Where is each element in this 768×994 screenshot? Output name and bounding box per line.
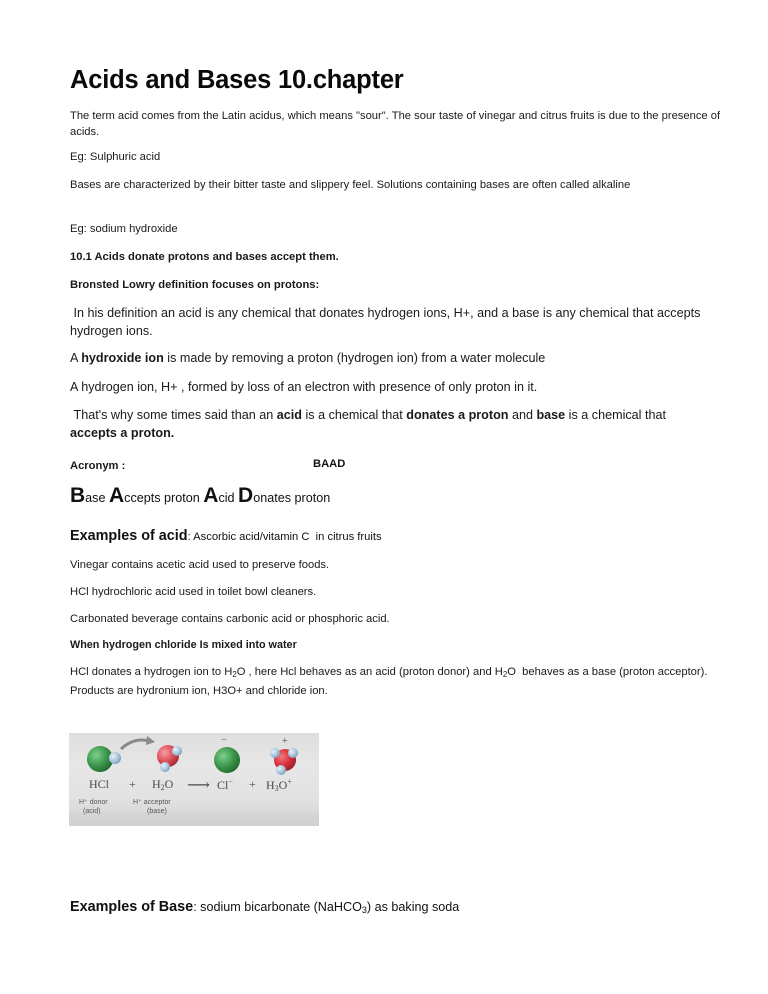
plus-sign: + (249, 777, 256, 791)
acronym-value: BAAD (313, 458, 346, 470)
hcl-formula: HCl (89, 777, 110, 791)
subscript: 3 (361, 905, 367, 915)
acronym-expansion (70, 484, 330, 508)
bases-intro-paragraph: Bases are characterized by their bitter taste and slippery feel. Solutions containing bases are often called alkaline (70, 179, 631, 191)
acronym-word: ase (85, 491, 109, 505)
superscript: − (228, 777, 233, 786)
transfer-arrow-icon (121, 740, 149, 749)
acronym-letter: A (108, 484, 125, 507)
acronym-word: cid (218, 491, 239, 505)
examples-acid-text: : Ascorbic acid/vitamin C in citrus fruits (187, 531, 382, 543)
acid-example-item: HCl hydrochloric acid used in toilet bowl cleaners. (70, 586, 317, 598)
section-10-1-heading: 10.1 Acids donate protons and bases accept them. (70, 251, 339, 263)
page-title: Acids and Bases 10.chapter (70, 66, 404, 94)
text-run: H (152, 777, 161, 791)
h2o-formula (152, 777, 173, 792)
hcl-water-reaction-figure (69, 733, 319, 826)
acronym-word: onates proton (253, 491, 331, 505)
example-base-line: Eg: sodium hydroxide (70, 223, 178, 235)
bronsted-paragraph: In his definition an acid is any chemical that donates hydrogen ions, H+, and a base is any chemical that accepts hydrogen ions. (70, 306, 704, 338)
plus-sign: + (129, 777, 136, 791)
subscript: 2 (232, 670, 237, 679)
text-run: is a chemical that (565, 408, 670, 422)
hydrogen-ion-paragraph: A hydrogen ion, H+ , formed by loss of an electron with presence of only proton in it. (70, 380, 538, 394)
bronsted-heading: Bronsted Lowry definition focuses on protons: (70, 279, 320, 291)
reaction-arrow-icon: ⟶ (187, 777, 210, 794)
intro-paragraph: The term acid comes from the Latin acidus, which means "sour". The sour taste of vinegar and citrus fruits is due to the presence of acids. (70, 110, 721, 138)
subscript: 2 (160, 783, 165, 792)
text-run: : sodium bicarbonate (NaHCO (193, 900, 362, 914)
subscript: 2 (502, 670, 508, 679)
hydrogen-atom-icon (109, 752, 121, 764)
hydronium-formula (266, 777, 292, 793)
text-run: O , here Hcl behaves as an acid (proton donor) and H (236, 666, 503, 678)
acid-example-item: Vinegar contains acetic acid used to preserve foods. (70, 559, 330, 571)
bold-term: accepts a proton. (70, 426, 175, 440)
caption-line: (base) (147, 808, 167, 815)
donor-caption (79, 798, 108, 816)
example-acid-line: Eg: Sulphuric acid (70, 151, 161, 163)
caption-line: H⁺ donor (79, 799, 108, 806)
text-run: and (508, 408, 537, 422)
text-run: O (278, 778, 288, 792)
acceptor-caption (133, 798, 171, 816)
negative-charge-mark: − (221, 735, 227, 746)
text-run: H (266, 778, 275, 792)
text-run: ) as baking soda (366, 900, 460, 914)
text-run: Cl (217, 778, 229, 792)
hydroxide-paragraph (70, 349, 710, 367)
chloride-ion-icon (214, 747, 240, 773)
hcl-water-heading: When hydrogen chloride Is mixed into water (70, 639, 297, 651)
bold-term: donates a proton (406, 408, 509, 422)
subscript: 3 (274, 784, 279, 793)
examples-base-heading: Examples of Base (70, 899, 194, 915)
acronym-label: Acronym : (70, 460, 126, 472)
superscript: + (287, 777, 292, 786)
text-run: O behaves as a base (proton acceptor). Products are hydronium ion, H3O+ and chloride ion. (70, 666, 711, 697)
text-run: A (70, 351, 82, 365)
examples-acid-heading: Examples of acid (70, 528, 188, 544)
bold-term: base (536, 408, 566, 422)
acid-example-item: Carbonated beverage contains carbonic acid or phosphoric acid. (70, 613, 390, 625)
text-run: O (164, 777, 174, 791)
acid-base-definition-paragraph (70, 406, 710, 442)
chloride-formula (217, 777, 233, 793)
acronym-letter: A (203, 484, 219, 507)
caption-line: H⁺ acceptor (133, 799, 171, 806)
acronym-letter: D (238, 484, 254, 507)
hcl-water-paragraph (70, 664, 730, 699)
text-run: HCl donates a hydrogen ion to H (70, 666, 233, 678)
caption-line: (acid) (83, 808, 101, 815)
examples-base-line (70, 898, 459, 916)
text-run: That's why some times said than an (70, 408, 277, 422)
positive-charge-mark: + (282, 736, 288, 747)
text-run: is a chemical that (302, 408, 407, 422)
examples-acid-line (70, 527, 382, 545)
acronym-word: ccepts proton (124, 491, 204, 505)
bold-term: acid (276, 408, 302, 422)
bold-term: hydroxide ion (81, 351, 164, 365)
acronym-letter: B (70, 484, 86, 507)
text-run: is made by removing a proton (hydrogen ion) from a water molecule (163, 351, 546, 365)
